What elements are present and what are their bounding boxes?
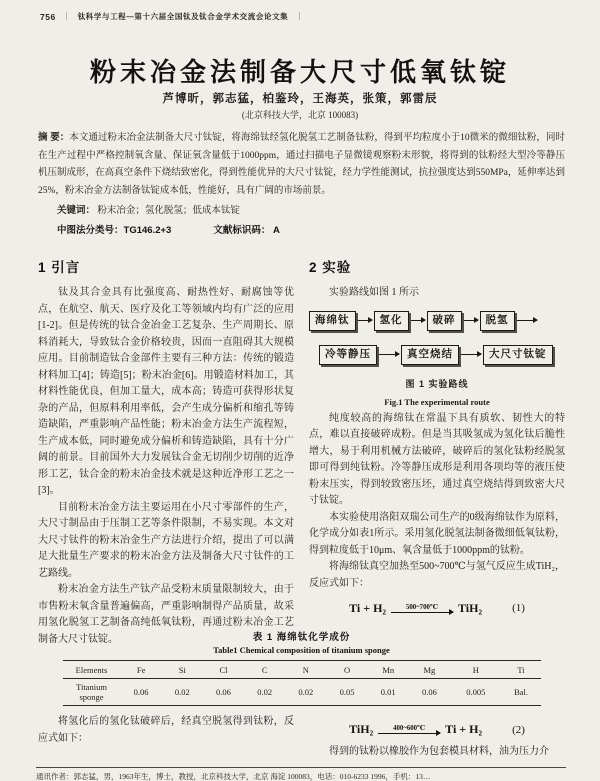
paper-title: 粉末冶金法制备大尺寸低氧钛锭 [89, 57, 510, 87]
reaction-arrow-icon [378, 725, 440, 734]
column-header: Fe [136, 664, 146, 675]
equation-2-rhs: Ti + H₂ [445, 722, 483, 736]
doc-code-label: 文献标识码： [213, 224, 271, 236]
abstract-paragraph [38, 129, 565, 200]
composition-table [63, 660, 541, 706]
table-cell: 0.05 [339, 687, 355, 697]
equation-1-rhs: TiH₂ [458, 601, 483, 615]
figure1-caption-cn: 图 1 实验路线 [405, 378, 469, 389]
flow-arrow-icon [358, 320, 372, 321]
table-cell: 0.02 [174, 687, 190, 697]
flow-arrow-icon [461, 354, 481, 355]
column-left [38, 258, 294, 648]
flow-box-dehydrogenation: 脱氢 [480, 311, 515, 331]
footnote-rule [36, 767, 566, 768]
below-table-right [309, 744, 565, 761]
keywords-line [38, 202, 565, 221]
column-header: C [261, 664, 268, 675]
equation-2-condition: 400~600℃ [393, 724, 426, 732]
flow-box-hydrogenation: 氢化 [374, 311, 409, 331]
page-number: 756 [40, 11, 56, 22]
column-header: O [343, 664, 351, 675]
abstract-block [38, 129, 565, 240]
flow-box-crushing: 破碎 [427, 311, 462, 331]
clc-value: TG146.2+3 [123, 224, 172, 236]
table1-block [38, 629, 565, 706]
column-header: H [472, 664, 479, 675]
table1-title-cn: 表 1 海绵钛化学成份 [252, 632, 351, 643]
figure1-caption-en: Fig.1 The experimental route [384, 397, 490, 407]
below-table-left-text: 将氢化后的氢化钛破碎后，经真空脱氢得到钛粉，反应式如下： [38, 716, 294, 744]
equation-2-number: (2) [512, 723, 525, 736]
section-1-heading: 1 引言 [38, 260, 81, 275]
equation-1-condition: 500~700℃ [405, 603, 439, 611]
flow-box-vacuum-sintering: 真空烧结 [401, 345, 459, 365]
running-head [40, 11, 570, 22]
column-header: Si [178, 664, 186, 675]
corresponding-author-footnote: 通讯作者：郭志猛，男，1963年生，博士，教授，北京科技大学，北京 海淀 100083，电话：010-6233 1996，手机：13… [36, 772, 431, 781]
table-cell: 0.01 [380, 687, 396, 697]
arrow-shaft [378, 733, 440, 734]
author-list: 芦博昕，郭志猛，柏鉴玲，王海英，张策，郭雷辰 [162, 93, 438, 105]
flow-box-cold-isostatic-pressing: 冷等静压 [319, 345, 377, 365]
table-cell: 0.02 [298, 687, 314, 697]
section-2-paragraph-2: 本实验使用洛阳双瑞公司生产的0级海绵钛作为原料，化学成分如表1所示。采用氢化脱氢法制备微细低氧钛粉，得到粒度低于10μm、氧含量低于1000ppm的钛粉。 [309, 511, 565, 556]
flow-box-large-titanium-ingot: 大尺寸钛锭 [483, 345, 553, 365]
section-2-intro: 实验路线如图 1 所示 [329, 287, 419, 298]
table-cell: 0.005 [466, 687, 486, 697]
table-cell: 0.02 [257, 687, 273, 697]
table-row [63, 679, 541, 706]
header-divider-left: ｜ [62, 12, 71, 21]
equation-1-number: (1) [512, 602, 525, 614]
proceedings-title: 钛科学与工程—第十六届全国钛及钛合金学术交流会论文集 [77, 12, 289, 21]
equation-2-lhs: TiH₂ [349, 722, 374, 736]
flow-arrow-icon [379, 354, 399, 355]
flow-arrow-icon [411, 320, 425, 321]
table-header-row [63, 661, 541, 679]
clc-label: 中图法分类号： [57, 224, 124, 236]
equation-2-wrap [309, 714, 565, 737]
column-header: Mg [423, 664, 436, 675]
flow-box-sponge-titanium: 海绵钛 [309, 311, 356, 331]
below-table-left [38, 714, 294, 747]
column-header: Ti [517, 664, 525, 675]
arrow-shaft [391, 612, 453, 613]
section-1-paragraph-1: 钛及其合金具有比强度高、耐热性好、耐腐蚀等优点，在航空、航天、医疗及化工等领域内均有广泛的应用[1-2]。但是传统的钛合金冶金工艺复杂、生产周期长、原料消耗大，导致钛合金价格较贵，因而一直阻碍其大规模应用。目前制造钛合金部件主要有三种方法：传统的锻造材料加工[4]；铸造[5]；粉末冶金[6]。用锻造材料加工，其材料性能优良，但加工量大，成本高；铸造可获得形状复杂的产品，但原料利用率低，会产生成分偏析和缩孔等铸造缺陷，严重影响产品性能；粉末冶金方法生产流程短，生产成本低，同时避免成分偏析和铸造缺陷，具有十分广阔的前景。目前国外大力发展钛合金无切削少切削的近净形工艺，钛合金的粉末冶金技术就是这种近净形工艺之一[3]。 [38, 287, 294, 496]
column-header: N [302, 664, 309, 675]
header-divider-right: ｜ [295, 12, 304, 21]
column-header: Elements [75, 664, 108, 675]
column-right [309, 258, 565, 617]
figure1-flowchart [309, 311, 565, 411]
section-1-paragraph-2: 目前粉末冶金方法主要运用在小尺寸零部件的生产，大尺寸制品由于压制工艺等条件限制，不易实现。本文对大尺寸钛件的粉末冶金生产方法进行介绍，提出了可以满足大批量生产要求的粉末冶金方法及制备大尺寸钛件的工艺路线。 [38, 501, 294, 579]
abstract-label: 摘 要： [38, 132, 70, 143]
table-cell: 0.06 [133, 687, 149, 697]
abstract-text: 本文通过粉末冶金法制备大尺寸钛锭，将海绵钛经氢化脱氢工艺制备钛粉，得到平均粒度小于10微米的微细钛粉，同时在生产过程中严格控制氧含量、保证氧含量低于1000ppm，通过扫描电子显微镜观察粉末形貌，将得到的钛粉经大型冷等静压机压制成形，在高真空条件下烧结致密化，得到性能优异的大尺寸钛锭，经力学性能测试，抗拉强度达到550MPa，延伸率达到25%，粉末冶金方法制备钛锭成本低，性能好，具有广阔的市场前景。 [38, 133, 565, 196]
table1-title-en: Table1 Chemical composition of titanium sponge [213, 645, 390, 655]
flowchart-row-1 [309, 311, 565, 331]
equation-1 [309, 600, 565, 617]
column-header: Cl [219, 664, 228, 675]
equation-2 [309, 722, 565, 737]
clc-line [38, 222, 565, 240]
flow-arrow-icon [517, 320, 537, 321]
table-cell: 0.06 [216, 687, 231, 697]
keywords-label: 关键词： [57, 205, 96, 217]
section-1-paragraph-3: 粉末冶金方法生产钛产品受粉末质量限制较大，由于市售粉末氧含量普遍偏高，严重影响制得产品质量，故采用氢化脱氢工艺制备高纯低氧钛粉，再通过粉末冶金工艺制备大尺寸钛锭。 [38, 584, 294, 645]
table-cell: Bal. [514, 687, 528, 697]
section-2-heading: 2 实验 [309, 260, 352, 275]
table-cell: Titanium sponge [76, 682, 107, 702]
affiliation: (北京科技大学，北京 100083) [241, 110, 359, 120]
flow-arrow-icon [464, 320, 478, 321]
flowchart-row-2 [309, 345, 565, 365]
table-cell: 0.06 [421, 687, 437, 697]
section-2-paragraph-1: 纯度较高的海绵钛在常温下具有质软、韧性大的特点，难以直接破碎成粉。但是当其吸氢成为氢化钛后脆性增大，易于利用机械方法破碎，破碎后的氢化钛粉经脱氢即可得到纯钛粉。冷等静压成形是利用各项均等的液压使粉末压实，得到较致密压坯，通过真空烧结得到致密大尺寸钛锭。 [309, 412, 565, 506]
doc-code-value: A [272, 224, 280, 236]
reaction-arrow-icon [391, 604, 453, 613]
section-2-paragraph-3: 将海绵钛真空加热至500~700℃与氢气反应生成TiH₂，反应式如下： [309, 561, 565, 589]
keywords-text: 粉末冶金；氢化脱氢；低成本钛锭 [97, 206, 240, 217]
below-table-right-text: 得到的钛粉以橡胶作为包套模具材料，油为压力介 [329, 746, 549, 757]
column-header: Mn [382, 664, 395, 675]
equation-1-lhs: Ti + H₂ [349, 601, 386, 615]
